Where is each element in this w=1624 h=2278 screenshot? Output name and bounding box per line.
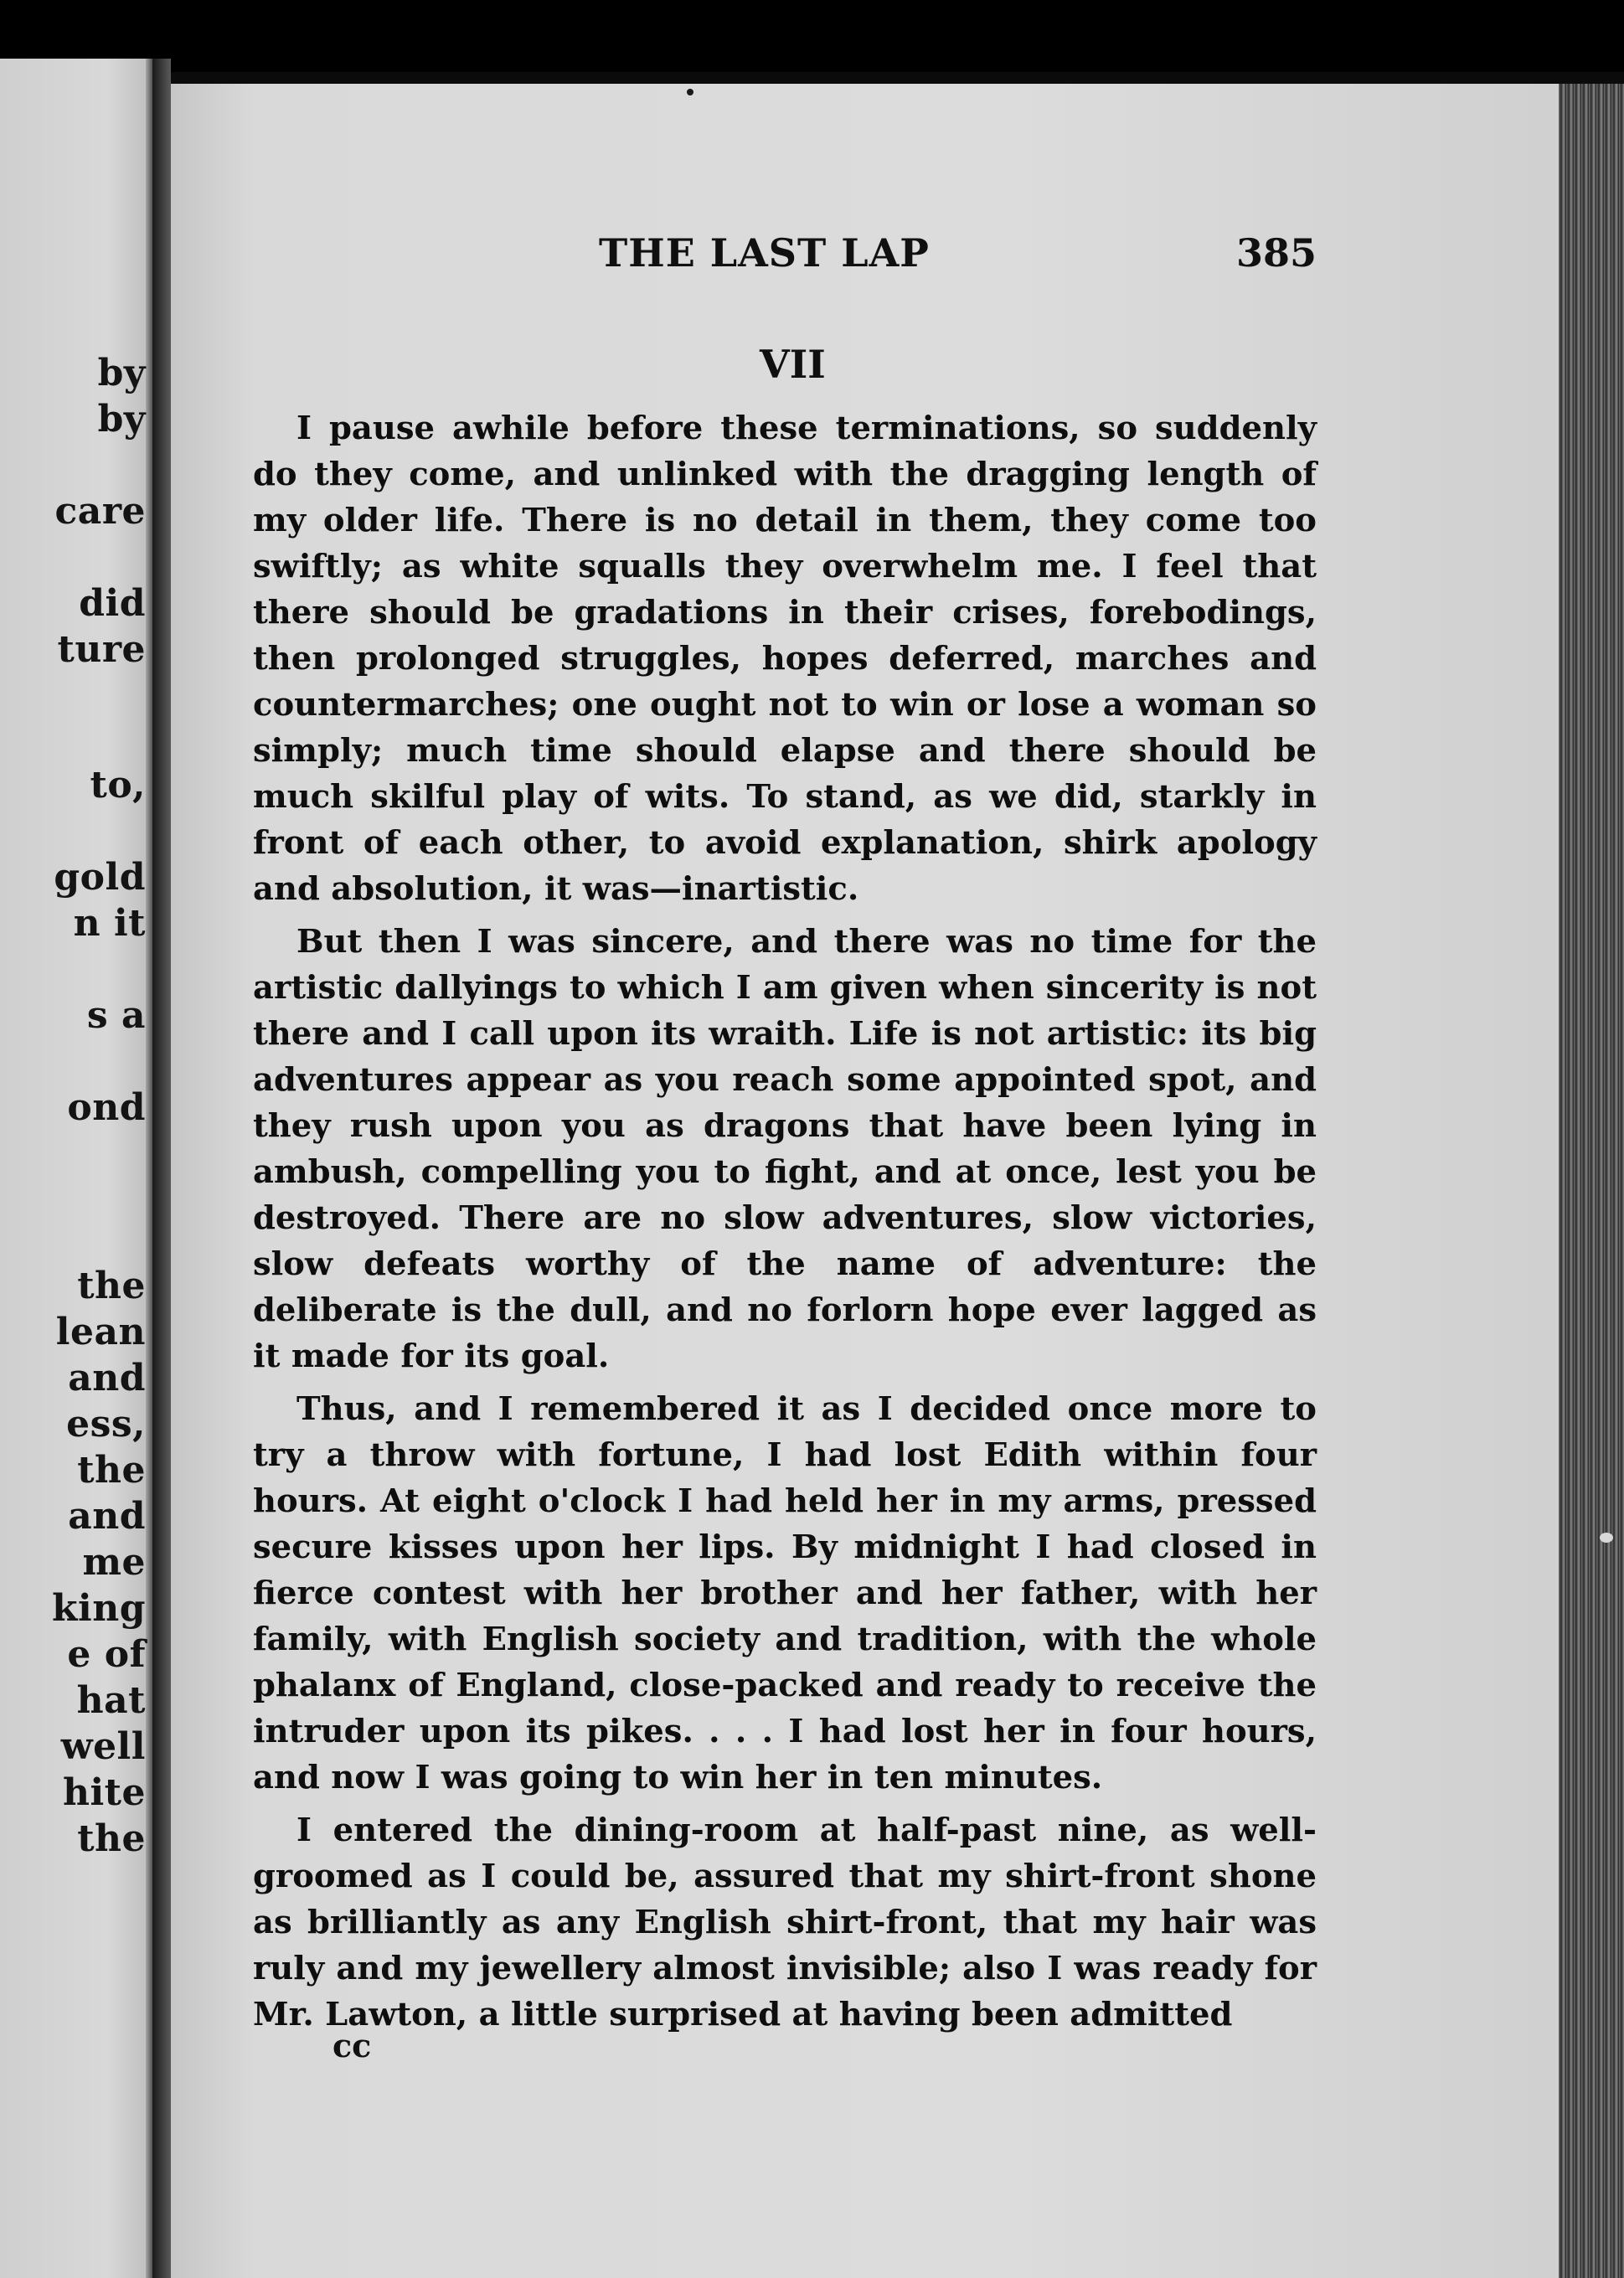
scan-speck [687,89,693,95]
facing-page-fragment: ess, [66,1403,146,1446]
facing-page-fragment: hat [76,1679,146,1722]
paragraph: But then I was sincere, and there was no time for the artistic dallyings to which I am given when sincerity is not there and I call upon its wraith. Life is not artistic: its big adventures appear as you reach some appointed spot, and they rush upon you as dragons that have been lying in ambush, compelling you to fight, and at once, lest you be destroyed. There are no slow adventures, slow victories, slow defeats worthy of the name of adventure: the deliberate is the dull, and no forlorn hope ever lagged as it made for its goal. [253,923,1317,1375]
facing-page [0,59,152,2278]
facing-page-fragment: to, [90,764,146,807]
facing-page-fragment: care [54,490,146,533]
facing-page-fragment: ond [67,1086,146,1129]
paragraph: I pause awhile before these terminations, so suddenly do they come, and unlinked with the dragging length of my older life. There is no detail in them, they come too swiftly; as white squalls they overwhelm me. I feel that there should be gradations in their crises, forebodings, then prolonged struggles, hopes deferred, marches and countermarches; one ought not to win or lose a woman so simply; much time should elapse and there should be much skilful play of wits. To stand, as we did, starkly in front of each other, to avoid explanation, shirk apology and absolution, it was—inartistic. [253,410,1317,908]
chapter-number: VII [760,342,826,387]
facing-page-fragment: s a [86,994,146,1037]
page-number: 385 [1235,230,1317,276]
scan-speck [1600,1533,1613,1543]
facing-page-fragment: and [68,1357,146,1399]
paragraph: Thus, and I remembered it as I decided once more to try a throw with fortune, I had lost Edith within four hours. At eight o'clock I had held her in my arms, pressed secure kisses upon her lips. By midnight I had closed in fierce contest with her brother and her father, with her family, with English society and tradition, with the whole phalanx of England, close-packed and ready to receive the intruder upon its pikes. . . . I had lost her in four hours, and now I was going to win her in ten minutes. [253,1390,1317,1796]
facing-page-fragment: the [77,1449,146,1492]
facing-page-fragment: and [68,1495,146,1538]
facing-page-fragment: e of [67,1633,146,1676]
facing-page-fragment: n it [73,902,146,945]
facing-page-fragment: gold [54,856,146,899]
facing-page-fragment: king [52,1587,146,1630]
book-gutter [152,59,171,2278]
facing-page-fragment: the [77,1265,146,1307]
page-stack-edge [1559,84,1624,2278]
facing-page-fragment: by [97,352,146,394]
facing-page-fragment: ture [57,628,146,671]
facing-page-edge [146,59,152,2278]
signature-mark: cc [333,2027,372,2064]
facing-page-fragment: me [82,1541,146,1584]
page-header [599,230,1317,281]
body-text [253,405,1317,2044]
facing-page-fragment: the [77,1817,146,1860]
facing-page-fragment: by [97,398,146,441]
facing-page-fragment: did [79,582,146,625]
facing-page-fragment: hite [62,1771,146,1814]
running-head: THE LAST LAP [599,230,930,276]
facing-page-fragment: well [60,1725,146,1768]
facing-page-fragment: lean [55,1311,146,1353]
scan-top-border [0,0,1624,72]
paragraph: I entered the dining-room at half-past nine, as well-groomed as I could be, assured that my shirt-front shone as brilliantly as any English shirt-front, that my hair was ruly and my jewellery almost invisible; also I was ready for Mr. Lawton, a little surprised at having been admitted [253,1812,1317,2033]
